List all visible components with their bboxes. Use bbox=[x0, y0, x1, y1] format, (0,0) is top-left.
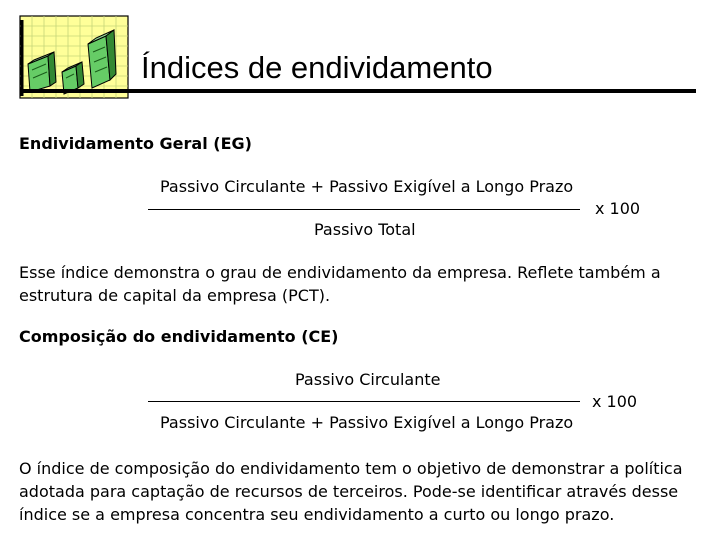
ce-heading: Composição do endividamento (CE) bbox=[19, 327, 339, 346]
eg-description-line: Esse índice demonstra o grau de endividamento da empresa. Reflete também a bbox=[19, 263, 661, 282]
eg-fraction-line bbox=[148, 209, 580, 210]
eg-description bbox=[19, 261, 709, 307]
eg-description-line: estrutura de capital da empresa (PCT). bbox=[19, 286, 331, 305]
eg-numerator: Passivo Circulante + Passivo Exigível a Longo Prazo bbox=[160, 177, 574, 196]
ce-denominator: Passivo Circulante + Passivo Exigível a Longo Prazo bbox=[160, 413, 574, 432]
ce-fraction-line bbox=[148, 401, 580, 402]
ce-description-line: O índice de composição do endividamento tem o objetivo de demonstrar a política bbox=[19, 459, 683, 478]
ce-description-line: índice se a empresa concentra seu endividamento a curto ou longo prazo. bbox=[19, 505, 615, 524]
ce-description-line: adotada para captação de recursos de terceiros. Pode-se identificar através desse bbox=[19, 482, 679, 501]
ce-multiplier: x 100 bbox=[592, 392, 638, 411]
slide-title: Índices de endividamento bbox=[141, 50, 493, 85]
eg-denominator: Passivo Total bbox=[314, 220, 416, 239]
ce-numerator: Passivo Circulante bbox=[295, 370, 441, 389]
eg-multiplier: x 100 bbox=[595, 199, 641, 218]
ce-description bbox=[19, 457, 709, 526]
title-underline bbox=[20, 89, 696, 93]
eg-heading: Endividamento Geral (EG) bbox=[19, 134, 252, 153]
